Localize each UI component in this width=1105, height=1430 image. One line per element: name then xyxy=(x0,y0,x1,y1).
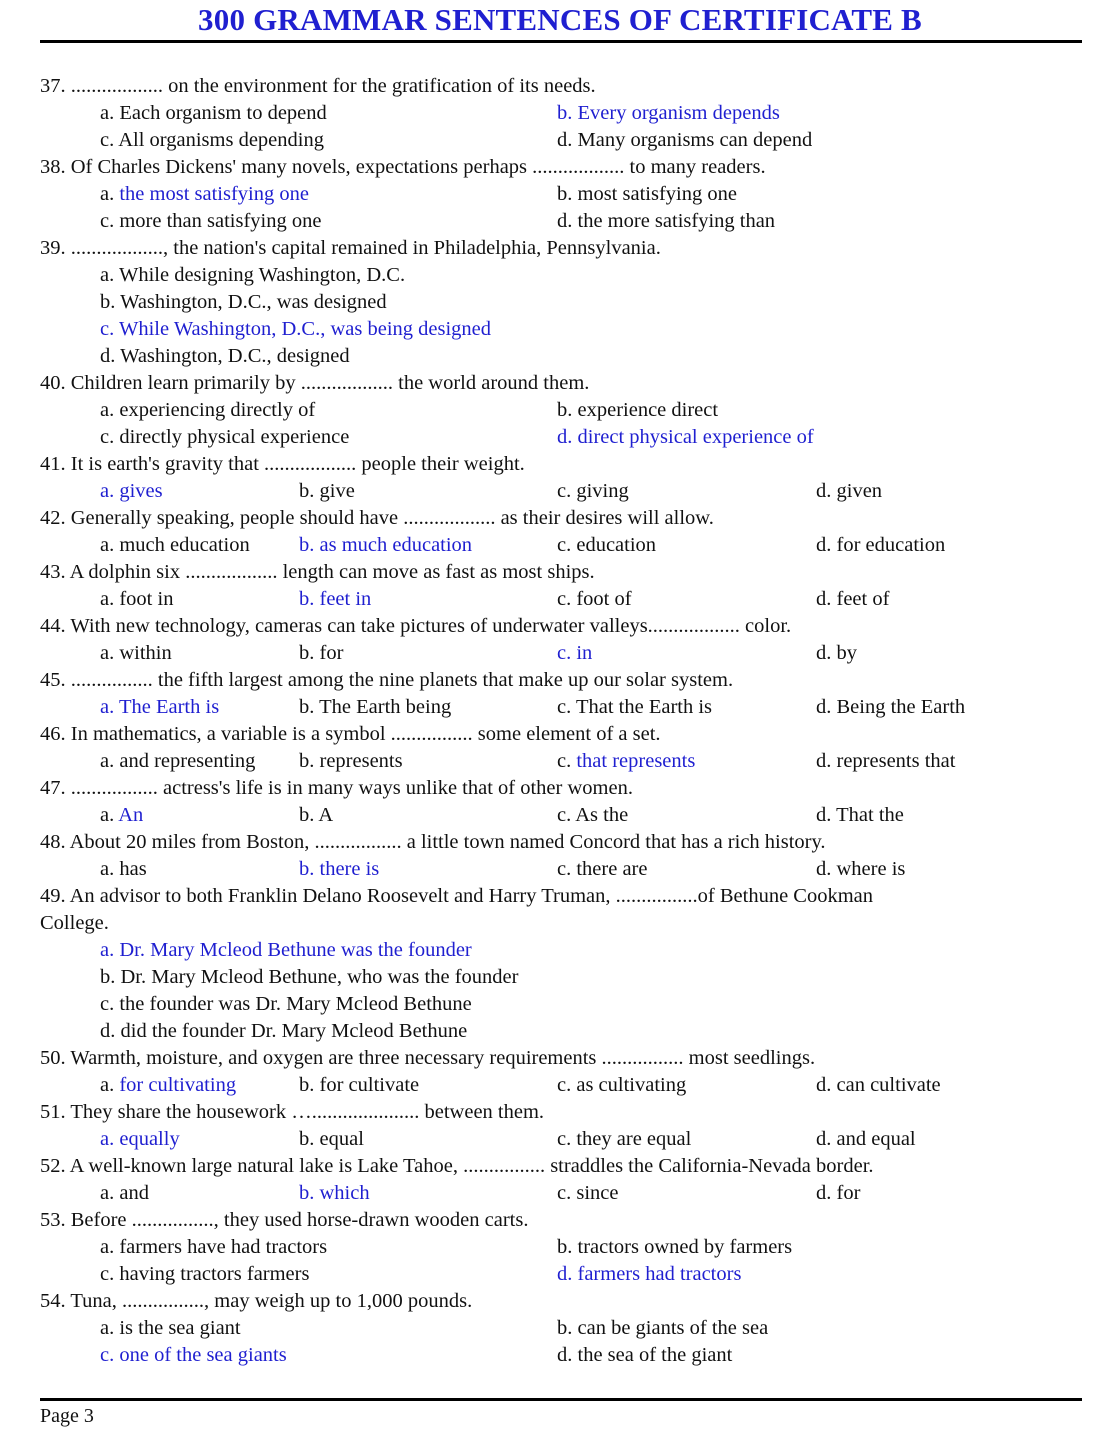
question-stem: 47. ................. actress's life is in many ways unlike that of other women. xyxy=(40,777,633,799)
question-stem: 37. .................. on the environment for the gratification of its needs. xyxy=(40,75,596,97)
option-text: a. has xyxy=(100,858,147,880)
question-text xyxy=(40,775,1090,802)
question-stem: 49. An advisor to both Franklin Delano Roosevelt and Harry Truman, ................of Bethune Cookman xyxy=(40,885,874,907)
option-text: c. as cultivating xyxy=(557,1074,687,1096)
question-stem: 54. Tuna, ................, may weigh up to 1,000 pounds. xyxy=(40,1290,473,1312)
answer-option-correct xyxy=(100,937,472,964)
option-text: a. foot in xyxy=(100,588,174,610)
answer-option-correct xyxy=(299,856,379,883)
option-text: c. While Washington, D.C., was being designed xyxy=(100,318,492,340)
answer-option xyxy=(557,1180,618,1207)
option-row xyxy=(40,1315,1090,1342)
option-row xyxy=(40,1261,1090,1288)
answer-option xyxy=(100,991,472,1018)
option-row xyxy=(40,424,1090,451)
page-number: Page 3 xyxy=(40,1405,94,1427)
answer-option xyxy=(100,424,349,451)
option-text: c. since xyxy=(557,1182,619,1204)
option-text: d. for xyxy=(816,1182,861,1204)
answer-option-correct xyxy=(100,316,491,343)
answer-option xyxy=(816,748,955,775)
option-text: d. feet of xyxy=(816,588,890,610)
answer-option xyxy=(100,1315,241,1342)
option-text: c. there are xyxy=(557,858,648,880)
answer-option xyxy=(816,640,857,667)
option-row xyxy=(40,748,1090,775)
option-text: c. education xyxy=(557,534,657,556)
option-text: d. can cultivate xyxy=(816,1074,941,1096)
answer-option xyxy=(100,100,327,127)
question-stem: 53. Before ................, they used horse-drawn wooden carts. xyxy=(40,1209,529,1231)
answer-option-correct xyxy=(100,1126,180,1153)
answer-option-correct xyxy=(100,802,143,829)
answer-option xyxy=(100,343,350,370)
option-text: c. giving xyxy=(557,480,629,502)
option-letter: a. xyxy=(100,1074,120,1096)
option-text: a. farmers have had tractors xyxy=(100,1236,328,1258)
answer-option xyxy=(299,478,355,505)
answer-option xyxy=(100,208,321,235)
answer-option xyxy=(100,640,172,667)
footer-rule xyxy=(40,1398,1082,1401)
option-row xyxy=(40,964,1090,991)
question-stem: 38. Of Charles Dickens' many novels, expectations perhaps .................. to many readers. xyxy=(40,156,766,178)
answer-option xyxy=(100,586,173,613)
question-text xyxy=(40,559,1090,586)
question-stem: 45. ................ the fifth largest among the nine planets that make up our solar system. xyxy=(40,669,734,691)
answer-option-correct xyxy=(100,181,309,208)
header-rule xyxy=(40,40,1082,43)
option-text: a. Each organism to depend xyxy=(100,102,327,124)
option-text: d. did the founder Dr. Mary Mcleod Bethune xyxy=(100,1020,468,1042)
question-stem: 48. About 20 miles from Boston, ................. a little town named Concord that has a rich history. xyxy=(40,831,826,853)
answer-option xyxy=(100,262,405,289)
answer-option-correct xyxy=(557,748,695,775)
option-text: a. equally xyxy=(100,1128,180,1150)
option-text: c. foot of xyxy=(557,588,632,610)
option-text: a. experiencing directly of xyxy=(100,399,316,421)
option-text: c. directly physical experience xyxy=(100,426,350,448)
answer-option xyxy=(816,694,965,721)
option-text: a. and representing xyxy=(100,750,256,772)
answer-option xyxy=(557,694,712,721)
option-text: c. As the xyxy=(557,804,629,826)
answer-option xyxy=(299,802,333,829)
option-text: d. farmers had tractors xyxy=(557,1263,742,1285)
answer-option xyxy=(557,856,647,883)
question-text xyxy=(40,1288,1090,1315)
option-text: b. equal xyxy=(299,1128,364,1150)
option-text: d. Washington, D.C., designed xyxy=(100,345,350,367)
option-text: a. within xyxy=(100,642,172,664)
question-text xyxy=(40,73,1090,100)
answer-option xyxy=(100,748,255,775)
answer-option xyxy=(299,1126,364,1153)
option-row xyxy=(40,937,1090,964)
option-text: a. Dr. Mary Mcleod Bethune was the founder xyxy=(100,939,472,961)
question-text xyxy=(40,1207,1090,1234)
option-row xyxy=(40,1126,1090,1153)
option-text: a. The Earth is xyxy=(100,696,220,718)
answer-option xyxy=(100,397,315,424)
option-text: a. and xyxy=(100,1182,149,1204)
question-text xyxy=(40,1153,1090,1180)
option-text: b. Washington, D.C., was designed xyxy=(100,291,387,313)
question-stem: 46. In mathematics, a variable is a symbol ................ some element of a set. xyxy=(40,723,661,745)
answer-option xyxy=(557,586,632,613)
option-text: d. That the xyxy=(816,804,904,826)
option-row xyxy=(40,478,1090,505)
option-text: c. in xyxy=(557,642,593,664)
answer-option xyxy=(816,1180,860,1207)
option-text: b. Dr. Mary Mcleod Bethune, who was the founder xyxy=(100,966,519,988)
question-stem: College. xyxy=(40,912,109,934)
option-text: d. given xyxy=(816,480,883,502)
answer-option xyxy=(100,127,324,154)
option-text: c. one of the sea giants xyxy=(100,1344,287,1366)
option-text: d. represents that xyxy=(816,750,956,772)
option-text: c. more than satisfying one xyxy=(100,210,322,232)
question-text xyxy=(40,829,1090,856)
question-stem: 44. With new technology, cameras can take pictures of underwater valleys.................. color. xyxy=(40,615,792,637)
option-text: c. they are equal xyxy=(557,1128,692,1150)
question-stem: 42. Generally speaking, people should have .................. as their desires will allow. xyxy=(40,507,714,529)
option-row xyxy=(40,1234,1090,1261)
option-row xyxy=(40,856,1090,883)
answer-option xyxy=(816,586,889,613)
question-stem: 50. Warmth, moisture, and oxygen are three necessary requirements ................ most seedlings. xyxy=(40,1047,816,1069)
answer-option-correct xyxy=(299,1180,370,1207)
answer-option xyxy=(557,1342,732,1369)
option-text: d. for education xyxy=(816,534,946,556)
option-row xyxy=(40,127,1090,154)
option-row xyxy=(40,1180,1090,1207)
answer-option xyxy=(816,1072,941,1099)
option-text: d. Many organisms can depend xyxy=(557,129,813,151)
answer-option-correct xyxy=(557,100,780,127)
option-text: b. The Earth being xyxy=(299,696,452,718)
option-row xyxy=(40,1072,1090,1099)
answer-option-correct xyxy=(100,694,219,721)
option-text: b. experience direct xyxy=(557,399,719,421)
page-title: 300 GRAMMAR SENTENCES OF CERTIFICATE B xyxy=(198,2,922,37)
option-row xyxy=(40,694,1090,721)
answer-option xyxy=(100,1180,149,1207)
option-text: a. is the sea giant xyxy=(100,1317,241,1339)
option-row xyxy=(40,397,1090,424)
option-row xyxy=(40,289,1090,316)
option-row xyxy=(40,640,1090,667)
option-row xyxy=(40,100,1090,127)
question-stem: 52. A well-known large natural lake is Lake Tahoe, ................ straddles the California-Nevada border. xyxy=(40,1155,874,1177)
question-text xyxy=(40,235,1090,262)
answer-option xyxy=(299,640,343,667)
answer-option-correct xyxy=(557,1261,741,1288)
question-text xyxy=(40,613,1090,640)
option-text: b. feet in xyxy=(299,588,372,610)
question-text xyxy=(40,451,1090,478)
question-text xyxy=(40,505,1090,532)
answer-option-correct xyxy=(299,532,472,559)
option-text: b. as much education xyxy=(299,534,473,556)
question-stem: 41. It is earth's gravity that .................. people their weight. xyxy=(40,453,525,475)
answer-option xyxy=(100,1234,327,1261)
option-row xyxy=(40,316,1090,343)
option-text: b. can be giants of the sea xyxy=(557,1317,769,1339)
option-text: c. having tractors farmers xyxy=(100,1263,310,1285)
option-text: the most satisfying one xyxy=(119,183,309,205)
option-text: c. That the Earth is xyxy=(557,696,713,718)
question-text xyxy=(40,154,1090,181)
answer-option xyxy=(557,802,628,829)
option-text: c. All organisms depending xyxy=(100,129,324,151)
answer-option xyxy=(557,208,775,235)
option-text: for cultivating xyxy=(119,1074,237,1096)
option-row xyxy=(40,1342,1090,1369)
option-text: d. direct physical experience of xyxy=(557,426,814,448)
option-text: d. the more satisfying than xyxy=(557,210,776,232)
answer-option xyxy=(100,856,147,883)
answer-option-correct xyxy=(100,1072,236,1099)
answer-option xyxy=(557,181,737,208)
answer-option xyxy=(557,1315,768,1342)
answer-option xyxy=(100,964,518,991)
option-letter: a. xyxy=(100,183,120,205)
option-text: a. gives xyxy=(100,480,163,502)
option-text: a. While designing Washington, D.C. xyxy=(100,264,406,286)
answer-option xyxy=(816,856,905,883)
question-stem: 51. They share the housework …..................... between them. xyxy=(40,1101,545,1123)
option-text: d. and equal xyxy=(816,1128,916,1150)
answer-option xyxy=(557,1072,686,1099)
answer-option xyxy=(299,1072,419,1099)
answer-option xyxy=(100,1018,467,1045)
answer-option-correct xyxy=(557,640,592,667)
answer-option xyxy=(816,478,882,505)
answer-option xyxy=(299,748,403,775)
question-text xyxy=(40,910,1090,937)
answer-option-correct xyxy=(557,424,814,451)
option-text: a. much education xyxy=(100,534,250,556)
option-text: b. for cultivate xyxy=(299,1074,420,1096)
answer-option xyxy=(557,1234,792,1261)
option-text: c. the founder was Dr. Mary Mcleod Bethune xyxy=(100,993,472,1015)
option-row xyxy=(40,343,1090,370)
question-text xyxy=(40,721,1090,748)
question-text xyxy=(40,1099,1090,1126)
question-text xyxy=(40,370,1090,397)
option-text: that represents xyxy=(576,750,696,772)
option-text: b. A xyxy=(299,804,334,826)
option-row xyxy=(40,208,1090,235)
option-text: b. for xyxy=(299,642,344,664)
option-text: d. by xyxy=(816,642,857,664)
option-text: b. most satisfying one xyxy=(557,183,737,205)
answer-option xyxy=(100,289,387,316)
question-text xyxy=(40,1045,1090,1072)
option-text: An xyxy=(118,804,144,826)
option-text: b. give xyxy=(299,480,355,502)
answer-option xyxy=(816,532,945,559)
answer-option xyxy=(557,397,718,424)
option-row xyxy=(40,586,1090,613)
option-letter: c. xyxy=(557,750,577,772)
answer-option xyxy=(299,694,451,721)
option-row xyxy=(40,532,1090,559)
question-stem: 43. A dolphin six .................. length can move as fast as most ships. xyxy=(40,561,595,583)
option-text: b. tractors owned by farmers xyxy=(557,1236,793,1258)
option-text: d. where is xyxy=(816,858,906,880)
answer-option-correct xyxy=(299,586,371,613)
option-letter: a. xyxy=(100,804,119,826)
answer-option-correct xyxy=(100,478,163,505)
answer-option xyxy=(557,478,629,505)
option-text: b. represents xyxy=(299,750,403,772)
option-row xyxy=(40,1018,1090,1045)
answer-option-correct xyxy=(100,1342,287,1369)
answer-option xyxy=(557,127,812,154)
option-row xyxy=(40,991,1090,1018)
answer-option xyxy=(557,532,656,559)
question-text xyxy=(40,883,1090,910)
option-row xyxy=(40,802,1090,829)
option-text: d. Being the Earth xyxy=(816,696,966,718)
question-text xyxy=(40,667,1090,694)
question-list xyxy=(40,73,1090,1369)
answer-option xyxy=(557,1126,691,1153)
answer-option xyxy=(100,532,250,559)
option-row xyxy=(40,262,1090,289)
option-text: b. there is xyxy=(299,858,380,880)
option-row xyxy=(40,181,1090,208)
option-text: b. which xyxy=(299,1182,370,1204)
option-text: d. the sea of the giant xyxy=(557,1344,733,1366)
question-stem: 40. Children learn primarily by .................. the world around them. xyxy=(40,372,590,394)
question-stem: 39. .................., the nation's capital remained in Philadelphia, Pennsylvania. xyxy=(40,237,661,259)
answer-option xyxy=(816,1126,916,1153)
answer-option xyxy=(816,802,904,829)
answer-option xyxy=(100,1261,309,1288)
option-text: b. Every organism depends xyxy=(557,102,780,124)
